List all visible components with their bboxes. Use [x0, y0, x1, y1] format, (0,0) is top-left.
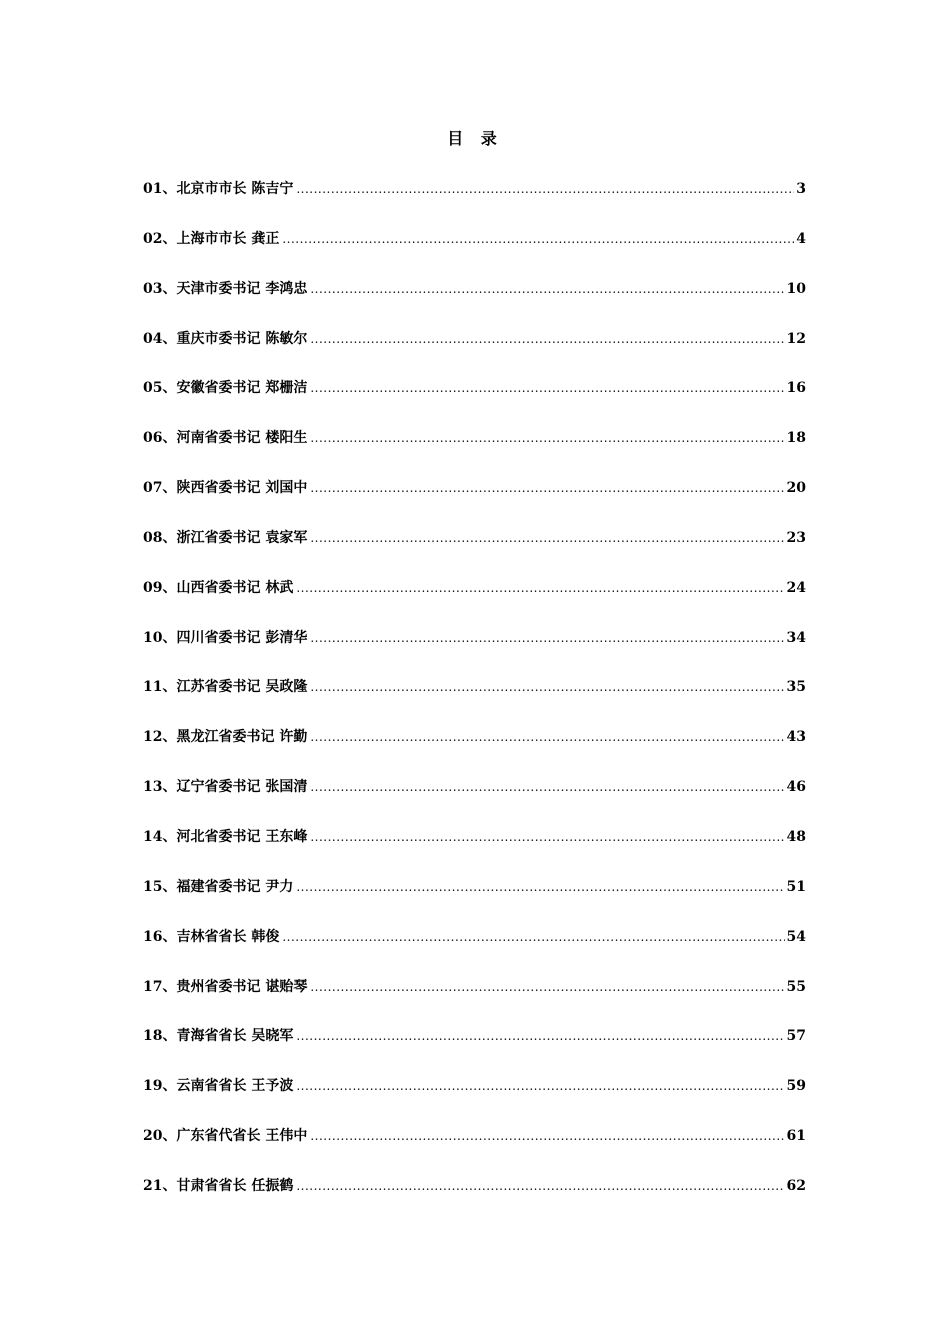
toc-leader-dots	[282, 926, 784, 948]
toc-entry[interactable]	[143, 826, 806, 876]
toc-entry[interactable]	[143, 976, 806, 1026]
toc-entry-text: 01、北京市市长 陈吉宁	[143, 181, 294, 197]
toc-page-number: 48	[786, 828, 806, 845]
toc-title: 目 录	[447, 129, 503, 148]
toc-page-number: 51	[786, 878, 806, 895]
toc-leader-dots	[310, 278, 784, 300]
toc-page-number: 16	[786, 380, 806, 397]
toc-entry[interactable]	[143, 1175, 806, 1225]
toc-page-number: 3	[796, 181, 806, 197]
toc-page-number: 43	[786, 729, 806, 746]
toc-entry-text: 14、河北省委书记 王东峰	[143, 828, 308, 845]
toc-leader-dots	[310, 427, 784, 449]
toc-page-number: 35	[786, 679, 806, 696]
toc-entry[interactable]	[143, 577, 806, 627]
toc-page-number: 24	[786, 579, 806, 596]
toc-leader-dots	[310, 676, 784, 698]
toc-entry[interactable]	[143, 1025, 806, 1075]
toc-entry-text: 18、青海省省长 吴晓军	[143, 1028, 294, 1045]
toc-page-number: 12	[786, 330, 806, 347]
toc-leader-dots	[310, 328, 784, 350]
toc-entry[interactable]	[143, 527, 806, 577]
toc-page-number: 20	[786, 480, 806, 497]
toc-leader-dots	[310, 477, 784, 499]
toc-page-number: 55	[786, 978, 806, 995]
toc-page-number: 57	[786, 1028, 806, 1045]
toc-entry-text: 05、安徽省委书记 郑栅洁	[143, 380, 308, 397]
toc-page-number: 54	[786, 928, 806, 945]
toc-page-number: 4	[796, 230, 806, 247]
toc-leader-dots	[296, 178, 794, 200]
toc-entry-text: 17、贵州省委书记 谌贻琴	[143, 978, 308, 995]
toc-entry-text: 15、福建省委书记 尹力	[143, 878, 294, 895]
toc-leader-dots	[310, 627, 784, 649]
toc-list	[143, 178, 806, 1225]
toc-entry[interactable]	[143, 328, 806, 378]
toc-entry-text: 21、甘肃省省长 任振鹤	[143, 1177, 294, 1194]
toc-entry[interactable]	[143, 926, 806, 976]
toc-entry-text: 04、重庆市委书记 陈敏尔	[143, 330, 308, 347]
toc-leader-dots	[296, 876, 784, 898]
toc-entry[interactable]	[143, 876, 806, 926]
toc-page-number: 61	[786, 1128, 806, 1145]
toc-entry-text: 10、四川省委书记 彭清华	[143, 629, 308, 646]
toc-entry-text: 20、广东省代省长 王伟中	[143, 1128, 308, 1145]
toc-entry-text: 12、黑龙江省委书记 许勤	[143, 729, 308, 746]
toc-leader-dots	[310, 726, 784, 748]
toc-entry-text: 13、辽宁省委书记 张国清	[143, 779, 308, 796]
toc-leader-dots	[296, 1175, 784, 1197]
toc-leader-dots	[296, 1025, 784, 1047]
toc-entry[interactable]	[143, 1125, 806, 1175]
toc-entry-text: 09、山西省委书记 林武	[143, 579, 294, 596]
toc-entry-text: 06、河南省委书记 楼阳生	[143, 430, 308, 447]
toc-leader-dots	[310, 527, 784, 549]
toc-page-number: 10	[786, 280, 806, 297]
toc-page-number: 59	[786, 1078, 806, 1095]
toc-entry[interactable]	[143, 627, 806, 677]
toc-entry[interactable]	[143, 178, 806, 228]
toc-entry-text: 07、陕西省委书记 刘国中	[143, 480, 308, 497]
toc-page-number: 46	[786, 779, 806, 796]
toc-entry[interactable]	[143, 427, 806, 477]
toc-entry-text: 03、天津市委书记 李鸿忠	[143, 280, 308, 297]
toc-entry[interactable]	[143, 377, 806, 427]
toc-leader-dots	[310, 776, 784, 798]
toc-leader-dots	[296, 577, 784, 599]
toc-leader-dots	[310, 826, 784, 848]
toc-leader-dots	[310, 377, 784, 399]
toc-entry[interactable]	[143, 776, 806, 826]
toc-page-number: 62	[786, 1177, 806, 1194]
toc-page-number: 34	[786, 629, 806, 646]
toc-entry[interactable]	[143, 726, 806, 776]
toc-leader-dots	[296, 1075, 784, 1097]
toc-leader-dots	[310, 976, 784, 998]
toc-entry-text: 02、上海市市长 龚正	[143, 230, 280, 247]
toc-leader-dots	[310, 1125, 784, 1147]
toc-entry[interactable]	[143, 477, 806, 527]
toc-entry-text: 08、浙江省委书记 袁家军	[143, 529, 308, 546]
toc-entry-text: 16、吉林省省长 韩俊	[143, 928, 280, 945]
toc-page-number: 23	[786, 529, 806, 546]
toc-page-number: 18	[786, 430, 806, 447]
toc-entry[interactable]	[143, 278, 806, 328]
toc-entry[interactable]	[143, 228, 806, 278]
toc-entry-text: 19、云南省省长 王予波	[143, 1078, 294, 1095]
toc-entry-text: 11、江苏省委书记 吴政隆	[143, 679, 308, 696]
toc-leader-dots	[282, 228, 794, 250]
toc-entry[interactable]	[143, 676, 806, 726]
toc-entry[interactable]	[143, 1075, 806, 1125]
